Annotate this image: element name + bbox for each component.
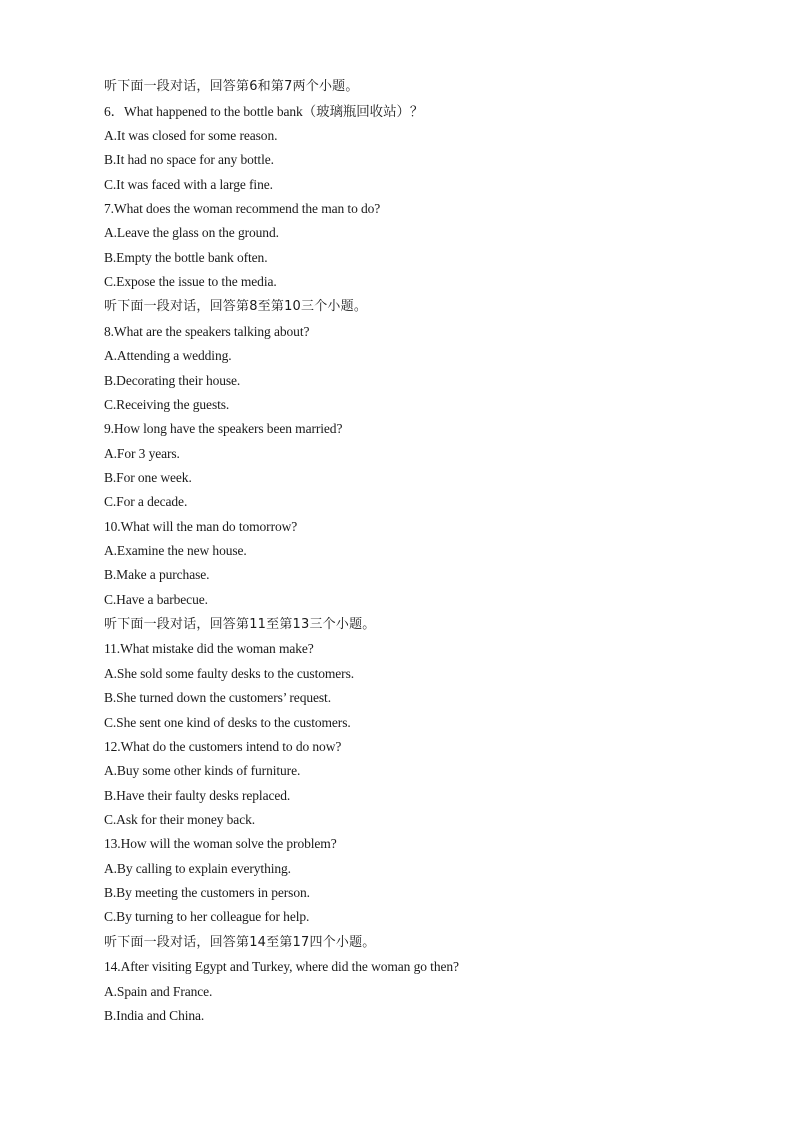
answer-option: A.Examine the new house.: [104, 543, 247, 559]
answer-option: B.Have their faulty desks replaced.: [104, 787, 291, 803]
answer-option: A.It was closed for some reason.: [104, 128, 278, 143]
answer-option: B.By meeting the customers in person.: [104, 885, 310, 901]
answer-option: A.By calling to explain everything.: [104, 860, 291, 876]
answer-option: B.Make a purchase.: [104, 567, 210, 583]
question-text: 7.What does the woman recommend the man to do?: [104, 200, 381, 216]
section-instruction: 听下面一段对话，回答第8至第10三个小题。: [104, 299, 368, 315]
answer-option: C.By turning to her colleague for help.: [104, 909, 310, 925]
answer-option: B.Empty the bottle bank often.: [104, 249, 268, 265]
answer-option: C.Receiving the guests.: [104, 396, 230, 412]
answer-option: C.It was faced with a large fine.: [104, 176, 273, 192]
answer-option: B.India and China.: [104, 1007, 205, 1023]
listening-section: [104, 74, 724, 1028]
question-text: 11.What mistake did the woman make?: [104, 641, 314, 657]
question-text: 13.How will the woman solve the problem?: [104, 836, 337, 852]
answer-option: C.For a decade.: [104, 494, 188, 510]
question-text: 6．What happened to the bottle bank（玻璃瓶回收站）？: [104, 103, 424, 119]
answer-option: B.It had no space for any bottle.: [104, 152, 274, 168]
answer-option: C.She sent one kind of desks to the customers.: [104, 714, 351, 730]
answer-option: C.Have a barbecue.: [104, 591, 208, 607]
answer-option: C.Ask for their money back.: [104, 811, 256, 827]
answer-option: A.Attending a wedding.: [104, 348, 232, 364]
answer-option: A.Spain and France.: [104, 983, 213, 999]
question-text: 12.What do the customers intend to do now?: [104, 738, 342, 754]
answer-option: B.For one week.: [104, 469, 192, 485]
answer-option: A.Leave the glass on the ground.: [104, 225, 279, 241]
answer-option: B.Decorating their house.: [104, 372, 241, 388]
question-text: 14.After visiting Egypt and Turkey, where did the woman go then?: [104, 959, 459, 975]
answer-option: A.For 3 years.: [104, 445, 180, 461]
question-text: 10.What will the man do tomorrow?: [104, 518, 298, 534]
question-text: 8.What are the speakers talking about?: [104, 323, 310, 339]
question-text: 9.How long have the speakers been married?: [104, 421, 343, 437]
section-instruction: 听下面一段对话，回答第11至第13三个小题。: [104, 616, 376, 632]
section-instruction: 听下面一段对话，回答第14至第17四个小题。: [104, 934, 376, 950]
answer-option: A.She sold some faulty desks to the customers.: [104, 665, 354, 681]
answer-option: B.She turned down the customers’ request.: [104, 690, 331, 706]
answer-option: C.Expose the issue to the media.: [104, 273, 277, 289]
answer-option: A.Buy some other kinds of furniture.: [104, 763, 301, 779]
section-instruction: 听下面一段对话，回答第6和第7两个小题。: [104, 79, 359, 94]
